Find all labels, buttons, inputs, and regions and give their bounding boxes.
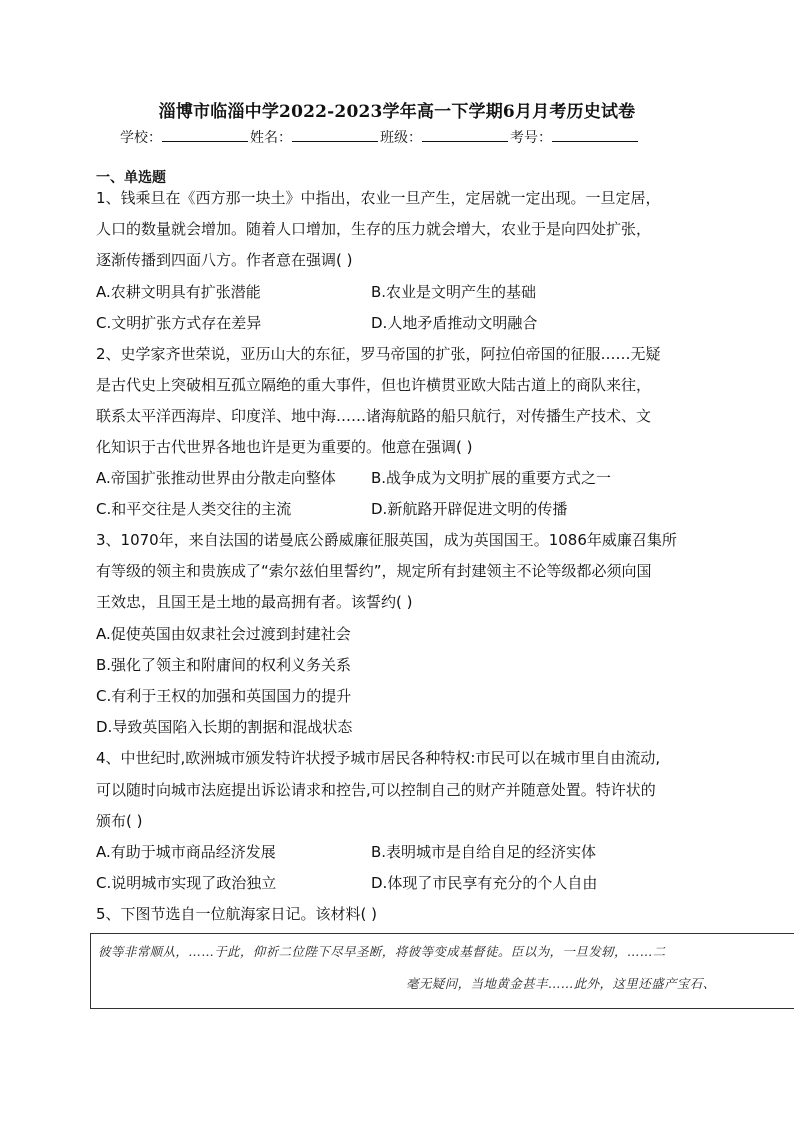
class-blank[interactable] bbox=[422, 127, 508, 142]
question-1-line-3: 逐渐传播到四面八方。作者意在强调( ) bbox=[96, 251, 353, 269]
question-1-line-1: 1、钱乘旦在《西方那一块土》中指出，农业一旦产生，定居就一定出现。一旦定居， bbox=[96, 189, 661, 207]
exam-title: 淄博市临淄中学2022-2023学年高一下学期6月月考历史试卷 bbox=[158, 102, 636, 122]
number-blank[interactable] bbox=[552, 127, 638, 142]
question-4-line-1: 4、中世纪时,欧洲城市颁发特许状授予城市居民各种特权:市民可以在城市里自由流动, bbox=[96, 749, 661, 767]
diary-line-2: 毫无疑问，当地黄金甚丰……此外，这里还盛产宝石、 bbox=[406, 976, 716, 991]
question-3-option-a[interactable]: A.促使英国由奴隶社会过渡到封建社会 bbox=[96, 625, 351, 643]
question-2-line-4: 化知识于古代世界各地也许是更为重要的。他意在强调( ) bbox=[96, 438, 473, 456]
school-label: 学校： bbox=[120, 130, 162, 146]
question-4-option-a[interactable]: A.有助于城市商品经济发展 bbox=[96, 843, 276, 861]
diary-excerpt-box bbox=[90, 933, 794, 1009]
question-2-option-b[interactable]: B.战争成为文明扩展的重要方式之一 bbox=[371, 469, 612, 487]
question-3-option-d[interactable]: D.导致英国陷入长期的割据和混战状态 bbox=[96, 718, 353, 736]
question-1-option-a[interactable]: A.农耕文明具有扩张潜能 bbox=[96, 283, 261, 301]
question-3-option-b[interactable]: B.强化了领主和附庸间的权利义务关系 bbox=[96, 656, 352, 674]
question-3-line-3: 王效忠，且国王是土地的最高拥有者。该誓约( ) bbox=[96, 593, 413, 611]
question-2-option-a[interactable]: A.帝国扩张推动世界由分散走向整体 bbox=[96, 469, 336, 487]
question-2-option-d[interactable]: D.新航路开辟促进文明的传播 bbox=[371, 500, 568, 518]
name-blank[interactable] bbox=[292, 127, 378, 142]
question-4-option-b[interactable]: B.表明城市是自给自足的经济实体 bbox=[371, 843, 597, 861]
question-2-option-c[interactable]: C.和平交往是人类交往的主流 bbox=[96, 500, 292, 518]
question-5-line-1: 5、下图节选自一位航海家日记。该材料( ) bbox=[96, 905, 378, 923]
question-3-line-1: 3、1070年，来自法国的诺曼底公爵威廉征服英国，成为英国国王。1086年威廉召集所 bbox=[96, 531, 677, 549]
class-label: 班级： bbox=[380, 130, 422, 146]
student-info-row bbox=[120, 127, 640, 147]
question-4-option-c[interactable]: C.说明城市实现了政治独立 bbox=[96, 874, 277, 892]
number-label: 考号： bbox=[510, 130, 552, 146]
question-4-option-d[interactable]: D.体现了市民享有充分的个人自由 bbox=[371, 874, 598, 892]
question-1-line-2: 人口的数量就会增加。随着人口增加，生存的压力就会增大，农业于是向四处扩张， bbox=[96, 220, 652, 238]
question-1-option-c[interactable]: C.文明扩张方式存在差异 bbox=[96, 314, 262, 332]
diary-line-1: 彼等非常顺从，……于此，仰祈二位陛下尽早圣断，将彼等变成基督徒。臣以为，一旦发轫，……二 bbox=[98, 944, 666, 959]
question-1-option-d[interactable]: D.人地矛盾推动文明融合 bbox=[371, 314, 538, 332]
question-2-line-2: 是古代史上突破相互孤立隔绝的重大事件，但也许横贯亚欧大陆古道上的商队来往， bbox=[96, 376, 652, 394]
name-label: 姓名： bbox=[250, 130, 292, 146]
question-3-line-2: 有等级的领主和贵族成了“索尔兹伯里誓约”，规定所有封建领主不论等级都必须向国 bbox=[96, 562, 652, 580]
school-blank[interactable] bbox=[162, 127, 248, 142]
question-4-line-2: 可以随时向城市法庭提出诉讼请求和控告,可以控制自己的财产并随意处置。特许状的 bbox=[96, 781, 656, 799]
question-3-option-c[interactable]: C.有利于王权的加强和英国国力的提升 bbox=[96, 687, 352, 705]
question-4-line-3: 颁布( ) bbox=[96, 812, 143, 830]
question-1-option-b[interactable]: B.农业是文明产生的基础 bbox=[371, 283, 537, 301]
question-2-line-3: 联系太平洋西海岸、印度洋、地中海……诸海航路的船只航行，对传播生产技术、文 bbox=[96, 407, 652, 425]
question-2-line-1: 2、史学家齐世荣说，亚历山大的东征，罗马帝国的扩张，阿拉伯帝国的征服……无疑 bbox=[96, 345, 661, 363]
section-heading: 一、单选题 bbox=[96, 170, 166, 186]
